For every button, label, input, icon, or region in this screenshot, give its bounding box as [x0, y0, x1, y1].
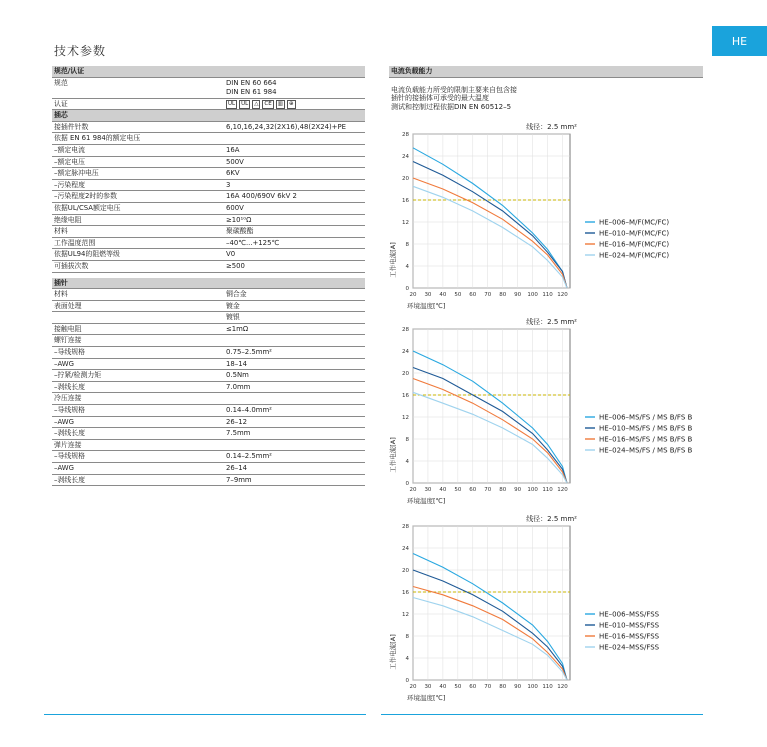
y-axis-label: 工作电流[A]: [389, 242, 397, 278]
spec-row: [52, 301, 365, 313]
x-tick-label: 30: [424, 292, 432, 298]
section-tab-he[interactable]: HE: [712, 26, 767, 56]
spec-label: 绝缘电阻: [54, 215, 82, 224]
legend-label: HE–006–MS/FS / MS B/FS B: [599, 413, 693, 422]
footer-rule-right: [381, 714, 703, 715]
spec-label: –额定电流: [54, 145, 86, 154]
y-axis-label: 工作电流[A]: [389, 634, 397, 670]
spec-row: [52, 168, 365, 180]
spec-value: 聚碳酸酯: [226, 227, 254, 236]
spec-row: [52, 451, 365, 463]
cert-mark-icon: CE: [264, 100, 272, 107]
x-tick-label: 110: [542, 487, 553, 493]
spec-row: [52, 238, 365, 250]
spec-label: 插芯: [54, 111, 68, 120]
x-axis-label: 环境温度[℃]: [407, 302, 446, 310]
y-tick-label: 24: [402, 349, 409, 355]
spec-row: [52, 463, 365, 475]
y-tick-label: 20: [402, 176, 409, 182]
chart-title: 线径：2.5 mm²: [526, 515, 577, 523]
x-tick-label: 40: [439, 487, 447, 493]
chart-title: 线径：2.5 mm²: [526, 318, 577, 326]
legend-label: HE–024–M/F(MC/FC): [599, 251, 670, 260]
spec-value: [226, 79, 277, 97]
current-chart-msfs: [380, 313, 720, 509]
page-title: 技术参数: [54, 44, 107, 58]
spec-row: [52, 191, 365, 203]
x-tick-label: 60: [469, 292, 477, 298]
spec-label: –导线规格: [54, 348, 86, 357]
series-line: [413, 587, 567, 681]
spec-label: 工作温度范围: [54, 238, 96, 247]
spec-row: [52, 417, 365, 429]
spec-label: –剥线长度: [54, 429, 86, 438]
x-tick-label: 80: [499, 487, 507, 493]
x-axis-label: 环境温度[℃]: [407, 497, 446, 505]
spec-value: 3: [226, 180, 231, 189]
spec-value: 镀银: [226, 313, 240, 322]
description-line: 插针的接插体可承受的最大温度: [391, 94, 489, 103]
current-chart-mssfss: [380, 510, 720, 706]
cert-mark-icon: ⊕: [288, 100, 294, 107]
series-line: [413, 186, 567, 288]
spec-label: 材料: [54, 290, 68, 299]
spec-label: –AWG: [54, 464, 74, 472]
y-tick-label: 24: [402, 154, 409, 160]
spec-label: 依据 EN 61 984的额定电压: [54, 134, 141, 143]
series-line: [413, 162, 567, 289]
spec-label: 冷压连接: [54, 394, 82, 403]
x-tick-label: 70: [484, 684, 492, 690]
x-tick-label: 20: [409, 487, 417, 493]
y-tick-label: 4: [405, 656, 409, 662]
series-line: [413, 598, 567, 681]
legend-label: HE–010–MS/FS / MS B/FS B: [599, 424, 693, 433]
spec-label: 接触电阻: [54, 324, 82, 333]
spec-value: ≥10¹⁰Ω: [226, 215, 252, 224]
spec-value-line: DIN EN 61 984: [226, 87, 277, 96]
spec-label: –拧紧/检测力矩: [54, 371, 102, 380]
x-tick-label: 40: [439, 684, 447, 690]
spec-label: –额定脉冲电压: [54, 169, 99, 178]
current-chart-mfc: [380, 118, 720, 314]
spec-label: 规范: [54, 78, 68, 87]
x-tick-label: 90: [514, 684, 522, 690]
spec-row: [52, 312, 365, 324]
spec-row: [52, 382, 365, 394]
spec-row: [52, 157, 365, 169]
legend-label: HE–024–MS/FS / MS B/FS B: [599, 446, 693, 455]
description-line: 测试和控制过程依据DIN EN 60512–5: [391, 102, 512, 111]
x-tick-label: 120: [557, 292, 568, 298]
spec-value: ≥500: [226, 261, 245, 270]
legend-label: HE–010–MSS/FSS: [599, 621, 660, 630]
spec-value: V0: [226, 250, 236, 259]
section-header: [52, 66, 365, 78]
spec-label: –额定电压: [54, 157, 86, 166]
x-tick-label: 110: [542, 292, 553, 298]
spec-value: 16A 400/690V 6kV 2: [226, 192, 297, 201]
legend-label: HE–010–M/F(MC/FC): [599, 229, 670, 238]
series-line: [413, 148, 567, 288]
x-tick-label: 30: [424, 487, 432, 493]
y-tick-label: 16: [402, 393, 409, 399]
spec-label: 材料: [54, 227, 68, 236]
spec-label: 接插件针数: [54, 122, 89, 131]
y-tick-label: 8: [405, 242, 409, 248]
spec-label: 插针: [54, 278, 68, 287]
spec-label: 螺钉连接: [54, 336, 82, 345]
spec-row: [52, 393, 365, 405]
spec-value-line: DIN EN 60 664: [226, 78, 277, 87]
series-line: [413, 368, 567, 484]
x-tick-label: 50: [454, 292, 462, 298]
x-tick-label: 90: [514, 292, 522, 298]
spec-row: [52, 324, 365, 336]
series-line: [413, 392, 567, 483]
spec-label: –污染程度2时的参数: [54, 192, 117, 201]
x-tick-label: 100: [527, 487, 538, 493]
x-tick-label: 110: [542, 684, 553, 690]
y-tick-label: 24: [402, 546, 409, 552]
spec-row: [52, 78, 365, 99]
spec-value: 500V: [226, 157, 244, 166]
spec-value: 7.5mm: [226, 429, 251, 438]
series-line: [413, 554, 567, 681]
spec-label: 依据UL94的阻燃等级: [54, 250, 120, 259]
spec-label: 表面处理: [54, 301, 82, 310]
spec-label: –导线规格: [54, 406, 86, 415]
y-tick-label: 12: [402, 220, 409, 226]
y-tick-label: 16: [402, 590, 409, 596]
spec-value: 6,10,16,24,32(2X16),48(2X24)+PE: [226, 122, 346, 131]
legend-label: HE–016–MSS/FSS: [599, 632, 660, 641]
x-tick-label: 70: [484, 487, 492, 493]
spec-row: [52, 405, 365, 417]
x-tick-label: 20: [409, 292, 417, 298]
x-tick-label: 120: [557, 487, 568, 493]
spec-row: [52, 289, 365, 301]
current-capacity-panel: [389, 66, 703, 111]
y-tick-label: 8: [405, 634, 409, 640]
spec-value: 600V: [226, 203, 244, 212]
spec-row: [52, 99, 365, 111]
x-tick-label: 100: [527, 292, 538, 298]
spec-row: [52, 475, 365, 487]
x-tick-label: 120: [557, 684, 568, 690]
spec-value: ≤1mΩ: [226, 324, 249, 333]
spec-row: [52, 215, 365, 227]
legend-label: HE–016–MS/FS / MS B/FS B: [599, 435, 693, 444]
y-tick-label: 4: [405, 264, 409, 270]
spec-label: –污染程度: [54, 180, 86, 189]
spec-value: –40℃...+125℃: [226, 238, 280, 247]
y-tick-label: 12: [402, 612, 409, 618]
spec-value: 6KV: [226, 169, 240, 178]
x-tick-label: 80: [499, 292, 507, 298]
spec-value: 26–12: [226, 417, 247, 426]
spec-value: 0.14–2.5mm²: [226, 452, 272, 461]
spec-row: [52, 249, 365, 261]
cert-mark-icon: △: [254, 100, 259, 107]
spec-value: 7–9mm: [226, 475, 252, 484]
cert-mark-icon: ▥: [277, 100, 283, 107]
spec-label: 认证: [54, 99, 68, 108]
x-tick-label: 50: [454, 684, 462, 690]
spec-row: [52, 359, 365, 371]
spec-row: [52, 261, 365, 273]
spec-row: [52, 335, 365, 347]
spec-row: [52, 122, 365, 134]
spec-value: 26–14: [226, 464, 247, 472]
current-capacity-header: 电流负载能力: [389, 66, 703, 78]
x-tick-label: 80: [499, 684, 507, 690]
x-tick-label: 20: [409, 684, 417, 690]
spec-value: 7.0mm: [226, 382, 251, 391]
current-capacity-description: [389, 86, 703, 112]
plot-area: [413, 329, 570, 483]
spec-row: [52, 440, 365, 452]
plot-area: [413, 134, 570, 288]
spec-label: –剥线长度: [54, 475, 86, 484]
x-tick-label: 70: [484, 292, 492, 298]
y-tick-label: 8: [405, 437, 409, 443]
x-tick-label: 40: [439, 292, 447, 298]
spec-label: 规范/认证: [54, 67, 85, 75]
spec-row: [52, 180, 365, 192]
spec-label: –剥线长度: [54, 382, 86, 391]
spec-row: [52, 145, 365, 157]
spec-value: 0.75–2.5mm²: [226, 348, 272, 357]
spec-label: 依据UL/CSA额定电压: [54, 203, 121, 212]
cert-mark-icon: UL: [241, 100, 249, 107]
footer-rule-left: [44, 714, 366, 715]
section-header: [52, 110, 365, 122]
spec-label: 可插拔次数: [54, 261, 89, 270]
y-tick-label: 16: [402, 198, 409, 204]
legend-label: HE–006–MSS/FSS: [599, 610, 660, 619]
y-tick-label: 12: [402, 415, 409, 421]
spec-row: [52, 370, 365, 382]
spec-row: [52, 226, 365, 238]
legend-label: HE–006–M/F(MC/FC): [599, 218, 670, 227]
x-tick-label: 30: [424, 684, 432, 690]
y-tick-label: 4: [405, 459, 409, 465]
certification-icons: [226, 100, 296, 109]
x-tick-label: 50: [454, 487, 462, 493]
spec-row: [52, 428, 365, 440]
spec-value: 镀金: [226, 301, 240, 310]
legend-label: HE–016–M/F(MC/FC): [599, 240, 670, 249]
cert-mark-icon: UL: [228, 100, 236, 107]
spec-label: –AWG: [54, 359, 74, 368]
y-tick-label: 20: [402, 568, 409, 574]
spec-row: [52, 133, 365, 145]
x-axis-label: 环境温度[℃]: [407, 694, 446, 702]
y-tick-label: 20: [402, 371, 409, 377]
description-line: 电流负载能力所受的限制主要来自包含接: [391, 85, 517, 94]
spec-label: –AWG: [54, 417, 74, 426]
y-tick-label: 28: [402, 327, 409, 333]
spec-value: 0.14–4.0mm²: [226, 406, 272, 415]
y-axis-label: 工作电流[A]: [389, 437, 397, 473]
spec-value: 18–14: [226, 359, 247, 368]
x-tick-label: 60: [469, 487, 477, 493]
spec-value: 铜合金: [226, 290, 247, 299]
x-tick-label: 90: [514, 487, 522, 493]
y-tick-label: 28: [402, 524, 409, 530]
y-tick-label: 0: [405, 286, 409, 292]
spec-value: 0.5Nm: [226, 371, 249, 380]
spec-row: [52, 347, 365, 359]
y-tick-label: 28: [402, 132, 409, 138]
section-header: [52, 278, 365, 290]
spec-table: [52, 66, 365, 486]
x-tick-label: 60: [469, 684, 477, 690]
spec-label: –导线规格: [54, 452, 86, 461]
chart-title: 线径：2.5 mm²: [526, 123, 577, 131]
x-tick-label: 100: [527, 684, 538, 690]
y-tick-label: 0: [405, 678, 409, 684]
spec-row: [52, 203, 365, 215]
y-tick-label: 0: [405, 481, 409, 487]
legend-label: HE–024–MSS/FSS: [599, 643, 660, 652]
spec-value: 16A: [226, 145, 240, 154]
plot-area: [413, 526, 570, 680]
spec-label: 弹片连接: [54, 440, 82, 449]
